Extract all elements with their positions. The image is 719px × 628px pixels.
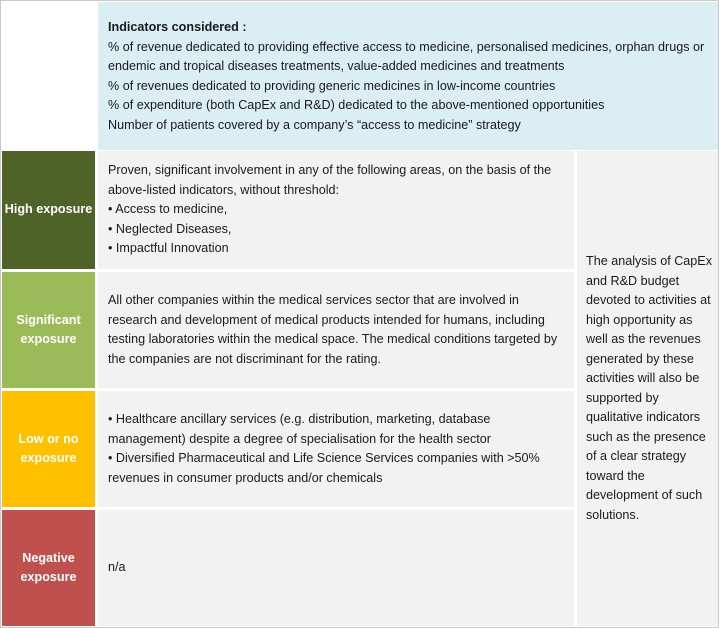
negative-exposure-description xyxy=(98,510,574,626)
high-exposure-label xyxy=(2,151,95,269)
low-exposure-label xyxy=(2,391,95,507)
indicator-line: % of revenue dedicated to providing effective access to medicine, personalised medicines, orphan drugs or endemic and tropical diseases treatments, value-added medicines and treatments xyxy=(108,39,705,73)
low-exposure-description xyxy=(98,391,574,507)
indicators-box xyxy=(98,2,718,150)
negative-exposure-label xyxy=(2,510,95,626)
list-item: • Access to medicine, xyxy=(108,202,228,217)
indicator-line: % of revenues dedicated to providing generic medicines in low-income countries xyxy=(108,78,556,93)
low-exposure-bullets xyxy=(108,410,564,488)
analysis-note-text: The analysis of CapEx and R&D budget devoted to activities at high opportunity as well as the revenues generated by these activities will also be supported by qualitative indicators such as the presence of a clear strategy toward the development of such solutions. xyxy=(586,254,712,522)
list-item: • Impactful Innovation xyxy=(108,241,229,256)
high-exposure-description xyxy=(98,151,574,269)
indicator-line: Number of patients covered by a company’s “access to medicine” strategy xyxy=(108,117,521,132)
high-exposure-intro: Proven, significant involvement in any of the following areas, on the basis of the above-listed indicators, without threshold: xyxy=(108,163,552,197)
significant-exposure-description xyxy=(98,272,574,388)
list-item: • Diversified Pharmaceutical and Life Science Services companies with >50% revenues in consumer products and/or chemicals xyxy=(108,451,540,485)
significant-exposure-label-text: Significant exposure xyxy=(16,312,81,346)
significant-exposure-label xyxy=(2,272,95,388)
indicator-line: % of expenditure (both CapEx and R&D) dedicated to the above-mentioned opportunities xyxy=(108,98,605,112)
analysis-note xyxy=(577,151,718,626)
indicators-title: Indicators considered : xyxy=(108,20,247,34)
negative-exposure-text: n/a xyxy=(108,560,126,575)
high-exposure-label-text: High exposure xyxy=(4,202,93,217)
high-exposure-bullets xyxy=(108,200,564,259)
low-exposure-label-text: Low or no exposure xyxy=(18,431,79,465)
list-item: • Healthcare ancillary services (e.g. distribution, marketing, database management) despite a degree of specialisation for the health sector xyxy=(108,412,491,446)
significant-exposure-text: All other companies within the medical services sector that are involved in research and development of medical products intended for humans, including testing laboratories within the medical space. The medical conditions targeted by the companies are not discriminant for the rating. xyxy=(108,293,558,366)
negative-exposure-label-text: Negative exposure xyxy=(20,550,77,584)
list-item: • Neglected Diseases, xyxy=(108,221,232,236)
